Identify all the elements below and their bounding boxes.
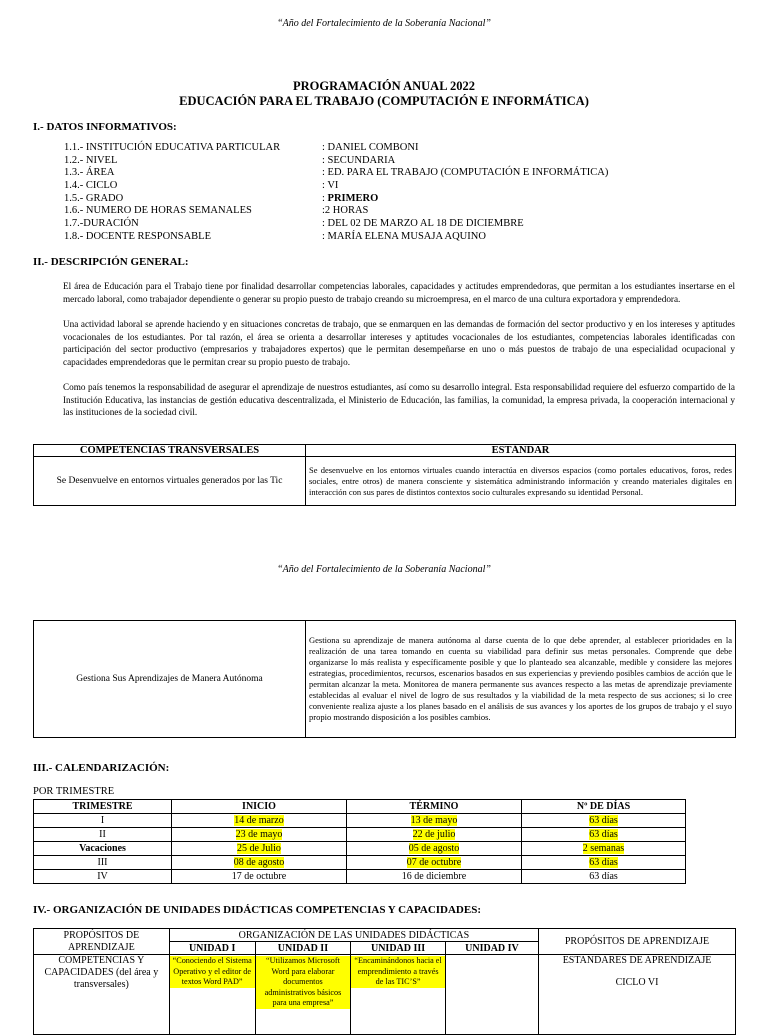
section-organizacion-heading: IV.- ORGANIZACIÓN DE UNIDADES DIDÁCTICAS COMPETENCIAS Y CAPACIDADES: — [33, 904, 481, 916]
unit-description: “Utilizamos Microsoft Word para elaborar documentos administrativos básicos para una empresa” — [256, 956, 351, 1009]
section-datos-heading: I.- DATOS INFORMATIVOS: — [33, 121, 177, 133]
ciclo-label: CICLO VI — [615, 977, 659, 988]
trimestre-cell: IV — [34, 870, 172, 884]
dias-cell: 63 días — [589, 829, 618, 840]
info-row — [64, 231, 744, 244]
competencia-name: Se Desenvuelve en entornos virtuales generados por las Tic — [34, 457, 306, 506]
termino-cell: 13 de mayo — [410, 815, 458, 826]
inicio-cell: 17 de octubre — [172, 870, 347, 884]
info-value: : DEL 02 DE MARZO AL 18 DE DICIEMBRE — [322, 218, 524, 229]
termino-cell: 07 de octubre — [406, 857, 462, 868]
description-paragraph-1: El área de Educación para el Trabajo tiene por finalidad desarrollar competencias laborales, capacidades y actitudes emprendedoras, que permitan a los estudiantes insertarse en el mercado laboral, como trabajador dependiente o generar su propio puesto de trabajo creando su microempresa, en el marco de una cultura exportadora y emprendedora. — [63, 281, 735, 304]
info-row — [64, 167, 744, 180]
unit-header: UNIDAD I — [169, 942, 255, 955]
unit-description-empty — [445, 955, 538, 1035]
info-label: 1.1.- INSTITUCIÓN EDUCATIVA PARTICULAR — [64, 142, 281, 153]
dias-cell: 63 días — [589, 815, 618, 826]
info-value: : VI — [322, 180, 339, 191]
inicio-cell: 08 de agosto — [233, 857, 285, 868]
competencia-name: Gestiona Sus Aprendizajes de Manera Autónoma — [34, 621, 306, 738]
info-value: : SECUNDARIA — [322, 155, 396, 166]
info-label: 1.8.- DOCENTE RESPONSABLE — [64, 231, 212, 242]
competencias-table-continued — [33, 620, 736, 738]
section-calendarizacion-heading: III.- CALENDARIZACIÓN: — [33, 762, 170, 774]
unit-header: UNIDAD II — [255, 942, 351, 955]
inicio-cell: 23 de mayo — [235, 829, 283, 840]
info-label: 1.3.- ÁREA — [64, 167, 115, 178]
unit-description: “Encaminándonos hacia el emprendimiento a través de las TIC’S” — [351, 956, 445, 988]
estandares-label: ESTANDARES DE APRENDIZAJE — [562, 955, 712, 966]
estandar-text: Gestiona su aprendizaje de manera autónoma al darse cuenta de lo que debe aprender, al establecer prioridades en la realización de una tarea tomando en cuenta su viabilidad para definir sus metas personales. Comprende que debe organizarse lo más realista y específicamente posible y que lo planteado sea alcanzable, medible y considere las mejores estrategias, procedimientos, recursos, escenarios basados en sus experiencias y previendo posibles cambios de acción que le permitan alcanzar la meta. Monitorea de manera permanente sus avances respecto a las metas de aprendizaje previamente establecidas al evaluar el nivel de logro de sus resultados y la viabilidad de la meta respecto de sus acciones; si lo cree conveniente realiza ajuste a los planes basado en el análisis de sus avances y los aportes de los grupos de trabajo y el suyo propio mostrando disposición a los posibles cambios. — [306, 621, 736, 738]
estandar-text: Se desenvuelve en los entornos virtuales cuando interactúa en diversos espacios (como portales educativos, foros, redes sociales, entre otros) de manera consciente y sistemática administrando información y creando materiales digitales en interacción con sus pares de distintos contextos socio culturales expresando su identidad Personal. — [306, 457, 736, 506]
inicio-cell: 25 de Julio — [237, 843, 281, 854]
competencias-capacidades-label: COMPETENCIAS Y CAPACIDADES (del área y transversales) — [34, 955, 170, 1035]
dias-cell: 63 días — [522, 870, 686, 884]
unidades-group-header: ORGANIZACIÓN DE LAS UNIDADES DIDÁCTICAS — [169, 929, 538, 942]
propositos-header-right: PROPÓSITOS DE APRENDIZAJE — [539, 929, 736, 955]
table-row — [34, 842, 686, 856]
info-row — [64, 205, 744, 218]
calendar-table — [33, 799, 686, 884]
calendar-col-header: TRIMESTRE — [34, 800, 172, 814]
info-label: 1.4.- CICLO — [64, 180, 118, 191]
info-label: 1.6.- NUMERO DE HORAS SEMANALES — [64, 205, 252, 216]
info-value: : DANIEL COMBONI — [322, 142, 419, 153]
trimestre-cell: III — [34, 856, 172, 870]
table-row — [34, 828, 686, 842]
trimestre-cell: Vacaciones — [34, 842, 172, 856]
info-label: 1.7.-DURACIÓN — [64, 218, 139, 229]
info-value: :2 HORAS — [322, 205, 369, 216]
competencias-header: COMPETENCIAS TRANSVERSALES — [34, 445, 306, 457]
estandar-header: ESTÁNDAR — [306, 445, 736, 457]
document-subtitle: EDUCACIÓN PARA EL TRABAJO (COMPUTACIÓN E INFORMÁTICA) — [179, 94, 589, 108]
info-label: 1.2.- NIVEL — [64, 155, 118, 166]
info-label: 1.5.- GRADO — [64, 193, 124, 204]
header-motto: “Año del Fortalecimiento de la Soberanía Nacional” — [277, 564, 491, 575]
trimestre-cell: II — [34, 828, 172, 842]
grado-value: PRIMERO — [327, 193, 379, 204]
header-motto: “Año del Fortalecimiento de la Soberanía Nacional” — [277, 18, 491, 29]
calendar-col-header: TÉRMINO — [347, 800, 522, 814]
calendar-subheading: POR TRIMESTRE — [33, 786, 115, 797]
unit-header: UNIDAD IV — [445, 942, 538, 955]
inicio-cell: 14 de marzo — [234, 815, 284, 826]
organizacion-table — [33, 928, 736, 1035]
termino-cell: 22 de julio — [412, 829, 456, 840]
propositos-header: PROPÓSITOS DE APRENDIZAJE — [34, 929, 170, 955]
termino-cell: 05 de agosto — [408, 843, 460, 854]
info-value: : MARÍA ELENA MUSAJA AQUINO — [322, 231, 486, 242]
info-value: : PRIMERO — [322, 193, 379, 204]
description-paragraph-2: Una actividad laboral se aprende haciendo y en situaciones concretas de trabajo, que se enmarquen en las demandas de formación del sector productivo y en los intereses y aptitudes vocacionales de los estudiantes. Por tal razón, el área se orienta a desarrollar intereses y aptitudes vocacionales de los estudiantes, competencias laborales identificadas con participación del sector productivo (empresarios y trabajadores expertos) que le permitan desempeñarse en uno o más puestos de trabajo de una especialidad ocupacional y capacidades emprendedoras que le permitan crear su propio puesto de trabajo. — [63, 319, 735, 367]
section-descripcion-heading: II.- DESCRIPCIÓN GENERAL: — [33, 256, 189, 268]
table-row — [34, 856, 686, 870]
info-value: : ED. PARA EL TRABAJO (COMPUTACIÓN E INFORMÁTICA) — [322, 167, 609, 178]
unit-description: “Conociendo el Sistema Operativo y el editor de textos Word PAD” — [170, 956, 255, 988]
dias-cell: 63 días — [589, 857, 618, 868]
document-title: PROGRAMACIÓN ANUAL 2022 — [293, 79, 475, 93]
competencias-table — [33, 444, 736, 506]
description-paragraph-3: Como país tenemos la responsabilidad de asegurar el aprendizaje de nuestros estudiantes, así como su desarrollo integral. Esta responsabilidad requiere del esfuerzo compartido de la Institución Educativa, las instancias de gestión educativa descentralizada, el Ministerio de Educación, las familias, la comunidad, la empresa privada, la cooperación internacional y las instituciones de la sociedad civil. — [63, 382, 735, 417]
table-row — [34, 814, 686, 828]
table-row — [34, 870, 686, 884]
calendar-col-header: INICIO — [172, 800, 347, 814]
termino-cell: 16 de diciembre — [347, 870, 522, 884]
info-row — [64, 142, 744, 155]
info-row — [64, 218, 744, 231]
dias-cell: 2 semanas — [582, 843, 625, 854]
calendar-col-header: Nº DE DÍAS — [522, 800, 686, 814]
trimestre-cell: I — [34, 814, 172, 828]
info-row — [64, 180, 744, 193]
unit-header: UNIDAD III — [351, 942, 446, 955]
